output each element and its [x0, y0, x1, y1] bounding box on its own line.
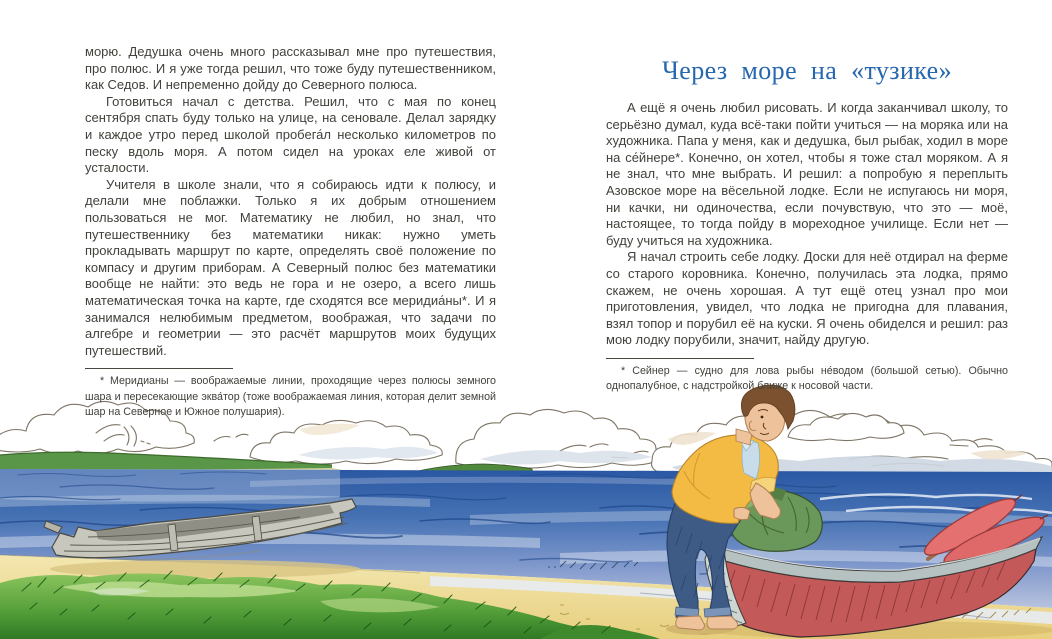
footnote: * Меридианы — воображаемые линии, проходящие через полюсы земного шара и пересекающие эква́тор (тоже воображаемая линия, которая делит земной шар на Северное и Южное полушария).: [85, 375, 496, 419]
left-page-text-column: [85, 44, 496, 421]
right-page-text-column: [606, 44, 1008, 395]
footnote-rule: [85, 368, 233, 369]
chapter-title: Через море на «тузике»: [661, 56, 953, 85]
footnote: * Сейнер — судно для лова рыбы не́водом (большой сетью). Обычно однопалубное, с надстройкой ближе к носовой части.: [606, 364, 1008, 393]
paragraph: Я начал строить себе лодку. Доски для неё отдирал на ферме со старого коровника. Конечно, получилась эта лодка, прямо скажем, не очень хорошая. А тут ещё отец узнал про мои приготовления, увидел, что лодка не пригодна для плавания, взял топор и порубил её на куски. Я очень обиделся и решил: раз мою лодку порубили, значит, найду другую.: [606, 249, 1008, 348]
paragraph: Готовиться начал с детства. Решил, что с мая по конец сентября спать буду только на улице, на сеновале. Делал зарядку и каждое утро перед школой пробега́л несколько километров по песку вдоль моря. А потом сидел на уроках еле живой от усталости.: [85, 93, 496, 176]
footnote-rule: [606, 358, 754, 359]
paragraph: Учителя в школе знали, что я собираюсь идти к полюсу, и делали мне поблажки. Только я их добрым отношением пользоваться не мог. Математику не любил, но знал, что путешественнику без математики никак: нужно уметь прокладывать маршрут по карте, определять своё положение по компасу и другим приборам. А Северный полюс без математики вообще не найти: это ведь не гора и не озеро, а всего лишь математическая точка на карте, где сходятся все меридиа́ны*. И я занимался нелюбимым предметом, воображая, что задачи по алгебре и геометрии — это расчёт маршрутов моих будущих путешествий.: [85, 176, 496, 358]
paragraph: морю. Дедушка очень много рассказывал мне про путешествия, про полюс. И я уже тогда решил, что тоже буду путешественником, как Седов. И непременно дойду до Северного полюса.: [85, 44, 496, 93]
paragraph: А ещё я очень любил рисовать. И когда заканчивал школу, то серьёзно думал, куда всё-таки пойти учиться — на моряка или на художника. Папа у меня, как и дедушка, был рыбак, ходил в море на се́йнере*. Конечно, он хотел, чтобы я тоже стал моряком. А я не знал, что мне выбрать. И решил: а попробую я переплыть Азовское море на вёсельной лодке. Если не испугаюсь ни моря, ни качки, ни одиночества, если почувствую, что это — моё, настоящее, то тогда пойду в мореходное училище. Если нет — буду учиться на художника.: [606, 100, 1008, 248]
